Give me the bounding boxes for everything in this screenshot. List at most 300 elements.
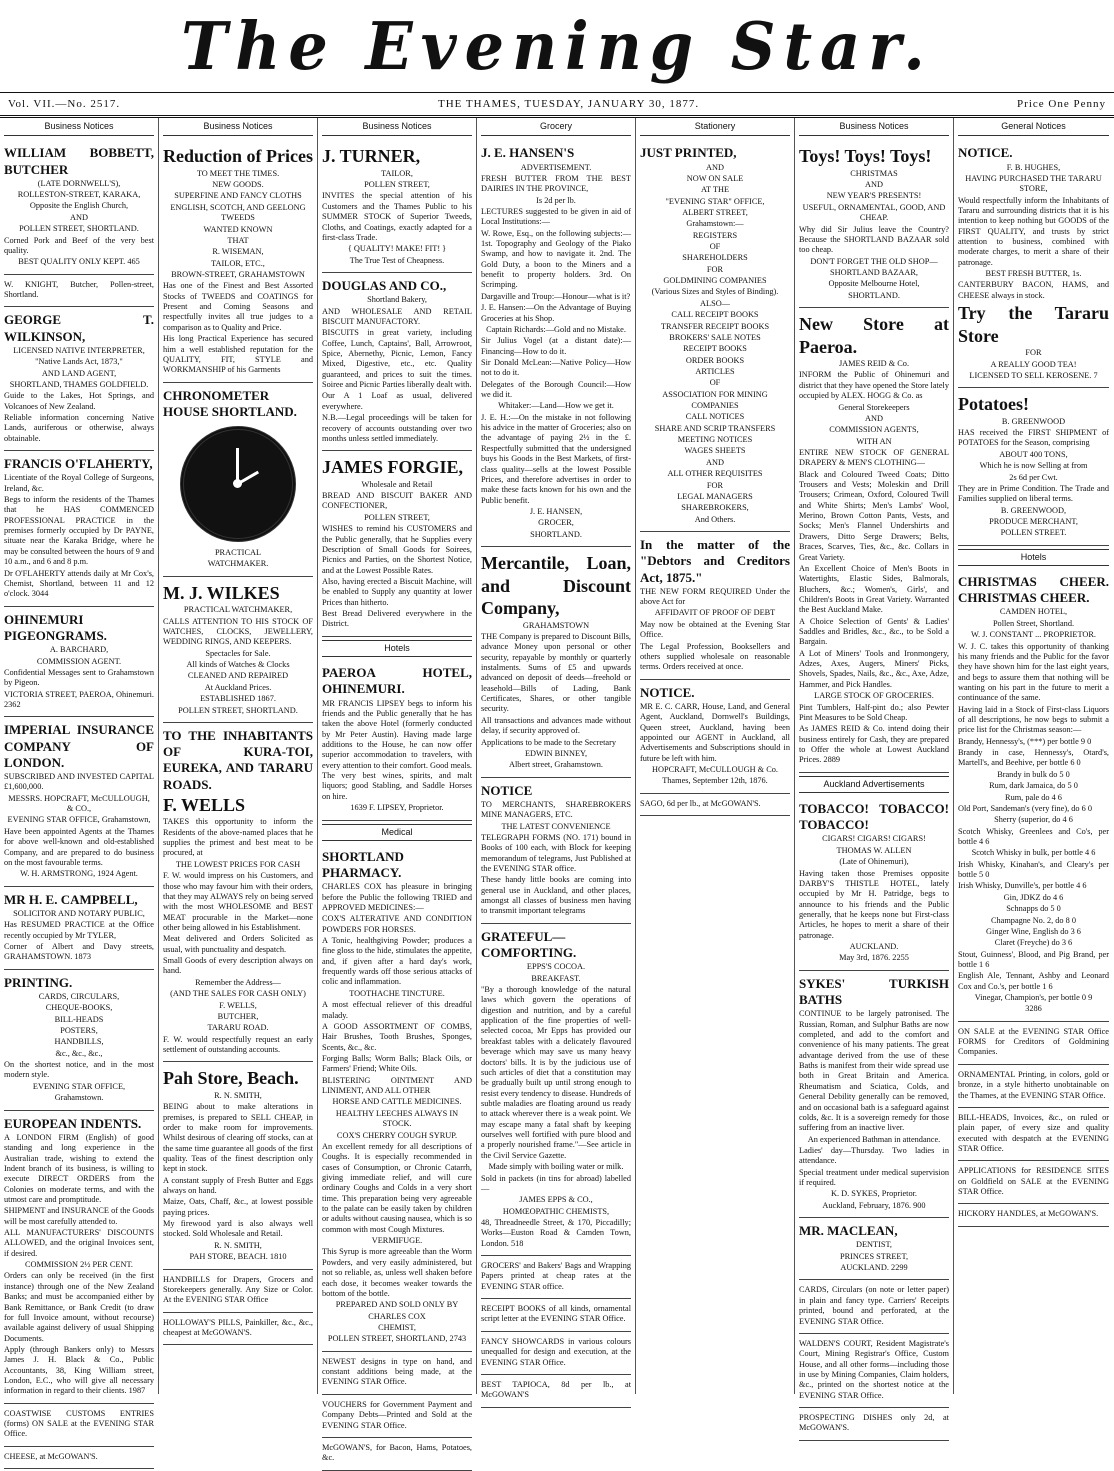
ad-text: Albert street, Grahamstown. — [508, 760, 603, 770]
column-heading: Business Notices — [163, 118, 313, 136]
newspaper-title: The Evening Star. — [181, 7, 933, 85]
ad-text: POLLEN STREET, SHORTLAND. — [19, 224, 139, 234]
ad-text: BEST QUALITY ONLY KEPT. 465 — [18, 257, 140, 267]
ad-text: General Storekeepers — [838, 402, 910, 412]
advertisement — [4, 970, 154, 1111]
ad-text: ASSOCIATION FOR MINING — [662, 389, 768, 399]
ad-text: PREPARED AND SOLD ONLY BY — [335, 1300, 459, 1310]
ad-title: NOTICE. — [958, 145, 1013, 161]
ad-text: R. N. SMITH, — [214, 1240, 262, 1250]
ad-title: ON SALE at the EVENING STAR Office FORMS for Creditors of Goldmining Companies. — [958, 1026, 1109, 1057]
advertisement — [4, 1404, 154, 1447]
ad-text: Try the Tararu Store — [958, 303, 1109, 346]
ad-text: SOLICITOR AND NOTARY PUBLIC, — [13, 908, 145, 918]
ad-title: NEWEST designs in type on hand, and constant additions being made, at the EVENING STAR Office. — [322, 1356, 472, 1387]
ad-text: ENGLISH, SCOTCH, AND GEELONG TWEEDS — [170, 202, 306, 223]
ad-text: COMMISSION AGENT. — [36, 656, 122, 666]
ad-text: BREAD AND BISCUIT BAKER AND CONFECTIONER, — [322, 491, 472, 511]
ad-title: In the matter of the "Debtors and Creditors Act, 1875." — [640, 537, 790, 585]
ad-text: Sold in packets (in tins for abroad) labelled— — [481, 1173, 631, 1193]
ad-text: VICTORIA STREET, PAEROA, Ohinemuri. 2362 — [4, 689, 154, 709]
ad-text: EDWIN BINNEY, — [524, 748, 588, 758]
advertisement — [163, 723, 313, 1062]
advertisement — [4, 451, 154, 607]
ad-text: PRINCES STREET, — [839, 1251, 909, 1261]
ad-text: THE Company is prepared to Discount Bills, advance Money upon personal or other security, repayable by monthly or quarterly instalments. Sums of £5 and upwards advanced on deposit of deeds—freehold or leasehold—Bills of Lading, Bank Certificates, Shares, or other tangible security. — [481, 631, 631, 714]
ad-text: ALSO— — [700, 298, 730, 308]
ad-title: CHRISTMAS CHEER. CHRISTMAS CHEER. — [958, 573, 1109, 606]
ad-text: INVITES the special attention of his Customers and the Thames Public to his SUMMER STOCK of Superior Tweeds, Cloths, and Coatings, exactly adapted for a first-class Trade. — [322, 191, 472, 242]
ad-text: R. WISEMAN, — [212, 247, 264, 257]
ad-text: AND — [706, 162, 724, 172]
ad-text: HEALTHY LEECHES ALWAYS IN STOCK. — [335, 1108, 459, 1129]
ad-text: Made simply with boiling water or milk. — [488, 1162, 624, 1172]
volume-number: Vol. VII.—No. 2517. — [8, 98, 121, 110]
ad-text: Has RESUMED PRACTICE at the Office recently occupied by Mr TYLER, — [4, 920, 154, 940]
ad-text: Ladies' day—Thursday. Two ladies in attendance. — [799, 1145, 949, 1166]
advertisement — [4, 275, 154, 308]
ad-text: An Excellent Choice of Men's Boots in Watertights, Elastic Sides, Balmorals, Bluchers, &c.; Women's, Girls', and Children's Boots in Great Variety. Warranted the Best Auckland Make. — [799, 563, 949, 615]
ad-text: Irish Whisky, Kinahan's, and Cleary's per bottle 5 0 — [958, 859, 1109, 880]
advertisement — [4, 1111, 154, 1404]
ad-text: Pollen Street, Shortland. — [992, 618, 1075, 628]
ad-text: WITH AN — [856, 436, 892, 446]
ad-text: Scotch Whisky, Greenlees and Co's, per bottle 4 6 — [958, 826, 1109, 846]
ad-text: SHORTLAND BAZAAR, — [829, 267, 918, 277]
ad-text: (Late of Ohinemuri), — [839, 857, 909, 867]
ad-text: This Syrup is more agreeable than the Worm Powders, and very easily administered, but not so reliable, as, unless well shaken before each dose, it becomes weaker towards the bottom of the bottle. — [322, 1247, 472, 1298]
ad-text: AND — [865, 180, 883, 190]
ad-text: ORDER BOOKS — [685, 355, 745, 365]
ad-text: TO MEET THE TIMES. — [196, 168, 280, 178]
ad-text: (AND THE SALES FOR CASH ONLY) — [170, 989, 306, 999]
advertisement — [958, 140, 1109, 388]
section-heading: Auckland Advertisements — [799, 776, 949, 793]
ad-text: COMPANIES — [691, 401, 739, 411]
advertisement — [322, 1352, 472, 1395]
column-heading: Business Notices — [799, 118, 949, 136]
ad-title: MR H. E. CAMPBELL, — [4, 891, 138, 907]
price: Price One Penny — [1017, 98, 1106, 110]
ad-title: MR. MACLEAN, — [799, 1223, 898, 1239]
ad-text: BROWN-STREET, GRAHAMSTOWN — [171, 269, 305, 279]
column-4 — [477, 118, 636, 1400]
ad-title: BILL-HEADS, Invoices, &c., on ruled or plain paper, of every size and quality executed with despatch at the EVENING STAR Office. — [958, 1112, 1109, 1153]
ad-text: Would respectfully inform the Inhabitants of Tararu and surrounding districts that it is his intention to keep nothing but GOODS of the FIRST QUALITY, and trusts by strict attention to business, combined with moderate charges, to merit a share of their patronage. — [958, 195, 1109, 267]
ad-text: 3286 — [1025, 1004, 1042, 1014]
ad-text: DENTIST, — [855, 1240, 893, 1250]
ad-text: DON'T FORGET THE OLD SHOP— — [810, 256, 938, 266]
ad-text: SHARE AND SCRIP TRANSFERS — [654, 423, 776, 433]
ad-text: MR FRANCIS LIPSEY begs to inform his friends and the Public generally that he has taken the above Hotel (formerly conducted by Mr Peter Austin). Having made large additions to the House, he can now offer superior accommodation to travelers, with every attention to their comfort. Good meals. The very best wines, spirits, and malt liquors; good Stabling, and Saddle Horses on hire. — [322, 698, 472, 801]
ad-text: J. E. HANSEN, — [529, 507, 583, 516]
advertisement — [322, 273, 472, 451]
ad-text: ESTABLISHED 1867. — [200, 694, 276, 704]
ad-text: F. W. would impress on his Customers, and those who may favour him with their orders, that they may ALWAYS rely on being served with the most WHOLESOME and BEST MEAT procurable in the Market—none other being allowed in his Establishment. — [163, 871, 313, 932]
advertisement — [481, 1332, 631, 1375]
ad-text: LARGE STOCK OF GROCERIES. — [814, 691, 934, 701]
ad-text: A constant supply of Fresh Butter and Eggs always on hand. — [163, 1175, 313, 1196]
ad-text: JAMES EPPS & CO., — [519, 1195, 593, 1205]
ad-text: COX'S ALTERATIVE AND CONDITION POWDERS FOR HORSES. — [322, 914, 472, 934]
ad-text: HAVING PURCHASED THE TARARU STORE, — [965, 173, 1102, 194]
ad-text: Remember the Address— — [195, 977, 281, 987]
ad-text: W. J. C. takes this opportunity of thanking his many friends and the Public for the favor they have shown him for the last eight years, and begs to assure them that nothing will be wanting on his part in the future to merit a continuance of the same. — [958, 641, 1109, 703]
ad-title: SHORTLAND PHARMACY. — [322, 848, 404, 880]
ad-text: WISHES to remind his CUSTOMERS and the Public generally, that he Supplies every Description of Small Goods for Soirees, Picnics and Parties, on the Shortest Notice, and at the Lowest Possible Rates. — [322, 524, 472, 575]
column-1 — [0, 118, 159, 1461]
ad-text: PRODUCE MERCHANT, — [989, 516, 1078, 526]
advertisement — [4, 1447, 154, 1469]
ad-text: Dargaville and Troup:—Honour—what is it? — [481, 291, 631, 301]
ad-text: ALBERT STREET, — [682, 207, 748, 217]
advertisement — [640, 794, 790, 816]
ad-title: WILLIAM BOBBETT, BUTCHER — [4, 145, 154, 177]
column-7 — [954, 118, 1113, 1394]
ad-title: SYKES' TURKISH BATHS — [799, 975, 949, 1008]
ad-text: SUPERFINE AND FANCY CLOTHS — [174, 191, 302, 201]
ad-text: SUBSCRIBED AND INVESTED CAPITAL £1,600,000. — [4, 772, 154, 792]
ad-text: TO MERCHANTS, SHAREBROKERS MINE MANAGERS, ETC. — [481, 799, 631, 820]
ad-text: J. E. Hansen:—On the Advantage of Buying Groceries at his Shop. — [481, 303, 631, 323]
advertisement — [163, 577, 313, 723]
ad-text: Dr O'FLAHERTY attends daily at Mr Cox's, Chemist, Shortland, between 11 and 12 o'clock. 3044 — [4, 568, 154, 599]
ad-text: Orders can only be received (in the first instance) through one of the New Zealand Banks; and must be accompanied either by Bank Remittance, or Bank Credit (to draw for full Invoice amount, without recourse) available against delivery of usual Shipping Documents. — [4, 1271, 154, 1343]
ad-text: BROKERS' SALE NOTES — [669, 332, 761, 342]
advertisement — [163, 1313, 313, 1346]
ad-text: CONTINUE to be largely patronised. The Russian, Roman, and Sulphur Baths are now completed, and add to the comfort and convenience of his many patients. The great advantage derived from the use of these Baths is manifest from their wide spread use both in Great Britain and America. Rheumatism and Sciatica, Colds, and General Debility generally can be removed, and on occasional bath is a safeguard against colds, &c. It is a sovereign remedy for those suffering from an inactive liver. — [799, 1009, 949, 1133]
ad-text: Having taken those Premises opposite DARBY'S THISTLE HOTEL, lately occupied by Mr H. Patridge, begs to announce to his friends and the Public generally, that he keeps none but First-class Articles, he hopes to merit a share of their patronage. — [799, 868, 949, 940]
advertisement — [958, 569, 1109, 1022]
ad-text: HANDBILLS, — [54, 1037, 104, 1047]
advertisement — [322, 140, 472, 273]
ad-title: BEST TAPIOCA, 8d per lb., at McGOWAN'S — [481, 1379, 631, 1400]
advertisement — [640, 140, 790, 532]
ad-text: Has one of the Finest and Best Assorted Stocks of TWEEDS and COATINGS for Present and Coming Seasons and respectfully invites all true judges to a comparison as to Quality and Price. — [163, 281, 313, 332]
ad-text: Opposite Melbourne Hotel, — [828, 279, 920, 289]
ad-text: AND LAND AGENT, — [41, 368, 117, 378]
ad-text: POLLEN STREET, — [364, 180, 430, 190]
ad-text: Black and Coloured Tweed Coats; Ditto Trousers and Vests; Moleskin and Drill Trousers; Crimean, Oxford, Coloured Twill and White Shirts; Men's Lambs' Wool, Merino, Brown Cotton Pants, Vests, and Socks; Men's Flannel Undershirts and Drawers, Ditto Serge Drawers; Belts, Braces, Scarves, Ties, &c., &c. Collars in Great Variety. — [799, 469, 949, 562]
ad-text: POLLEN STREET. — [1000, 528, 1067, 538]
ad-text: FOR — [706, 480, 724, 490]
ad-text: On the shortest notice, and in the most modern style. — [4, 1060, 154, 1080]
ad-text: ARTICLES — [695, 366, 735, 376]
ad-text: J. E. H.:—On the mistake in not following his advice in the matter of Groceries; also on the advantage of paying 2½ in the £. Respectfully submitted that the undersigned buys his Goods in the Best Markets, of first-class quality—sells at the lowest Possible Prices, and therefore advertises in order to make these facts known for his own and the Public benefit. — [481, 412, 631, 505]
ad-title: IMPERIAL INSURANCE COMPANY OF LONDON. — [4, 722, 154, 770]
ad-text: Sherry (superior, do 4 6 — [994, 815, 1073, 825]
ad-title: HANDBILLS for Drapers, Grocers and Storekeepers generally. Any Size or Color. At the EVENING STAR Office — [163, 1274, 313, 1305]
ad-title: CARDS, Circulars (on note or letter paper) in plain and fancy type. Carriers' Receipts printed, bound and perforated, at the EVENING STAR Office. — [799, 1285, 949, 1326]
ad-text: THE NEW FORM REQUIRED Under the above Act for — [640, 586, 790, 607]
ad-title: NOTICE. — [640, 684, 695, 700]
ad-text: Grahamstown:— — [686, 219, 744, 229]
advertisement — [640, 680, 790, 794]
ad-text: B. GREENWOOD — [1001, 416, 1066, 426]
ad-text: A Choice Selection of Gents' & Ladies' Saddles and Bridles, &c., &c., to be Sold a Bargain. — [799, 616, 949, 647]
ad-text: My firewood yard is also always well stocked. Sold Wholesale and Retail. — [163, 1219, 313, 1239]
ad-text: (Various Sizes and Styles of Binding). — [651, 287, 779, 297]
ad-text: Brandy in case, Hennessy's, Otard's, Martell's, and Beehive, per bottle 6 0 — [958, 748, 1109, 768]
ad-text: LECTURES suggested to be given in aid of Local Institutions:— — [481, 206, 631, 227]
ad-text: LICENSED NATIVE INTERPRETER, — [13, 345, 145, 355]
ad-text: Brandy, Hennessy's, (***) per bottle 9 0 — [958, 736, 1092, 746]
ad-text: CHEQUE-BOOKS, — [45, 1003, 113, 1013]
ad-text: Scotch Whisky in bulk, per bottle 4 6 — [971, 848, 1096, 858]
ad-title: APPLICATIONS for RESIDENCE SITES on Goldfield on SALE at the EVENING STAR Office. — [958, 1166, 1109, 1197]
ad-text: As JAMES REID & Co. intend doing their business entirely for Cash, they are prepared to Offer the whole at Lowest Auckland Prices. 2889 — [799, 724, 949, 765]
ad-text: All kinds of Watches & Clocks — [186, 660, 290, 670]
ad-text: CLEANED AND REPAIRED — [187, 671, 289, 681]
ad-title: W. KNIGHT, Butcher, Pollen-street, Shortland. — [4, 279, 154, 299]
advertisement — [799, 1280, 949, 1333]
ad-title: EUROPEAN INDENTS. — [4, 1115, 142, 1131]
ad-text: TAILOR, — [381, 168, 413, 178]
advertisement — [163, 383, 313, 577]
dateline — [0, 93, 1114, 118]
ad-text: Schnapps do 5 0 — [1006, 904, 1061, 914]
ad-title: ORNAMENTAL Printing, in colors, gold or bronze, in a style hitherto unobtainable on the Thames, at the EVENING STAR Office. — [958, 1069, 1109, 1100]
ad-text: A most effectual reliever of this dreadful malady. — [322, 1000, 472, 1020]
ad-title: JUST PRINTED, — [640, 145, 737, 161]
ad-text: EPPS'S COCOA. — [526, 962, 586, 972]
ad-text: POLLEN STREET, SHORTLAND, 2743 — [327, 1334, 467, 1344]
ad-text: NEW YEAR'S PRESENTS! — [826, 191, 922, 201]
ad-text: Why did Sir Julius leave the Country? Because the SHORTLAND BAZAAR sold too cheap. — [799, 224, 949, 255]
section-heading: Hotels — [322, 640, 472, 657]
ad-text: And Others. — [694, 514, 736, 524]
advertisement — [958, 1108, 1109, 1161]
ad-title: WALDEN'S COURT, Resident Magistrate's Court, Mining Registrar's Office, Custom House, and all other forms—including those in use by Mining Companies, Claim holders, &c., printed on the shortest notice at the EVENING STAR Office. — [799, 1338, 949, 1400]
ad-title: Toys! Toys! Toys! — [799, 146, 932, 167]
ad-text: Old Port, Sandeman's (very fine), do 6 0 — [958, 803, 1092, 813]
ad-text: THAT — [227, 235, 249, 245]
ad-text: INFORM the Public of Ohinemuri and district that they have opened the Store lately occupied by ALEX. HOGG & Co. as — [799, 370, 949, 401]
advertisement — [640, 532, 790, 680]
ad-text: AUCKLAND. — [849, 942, 899, 952]
ad-text: ADVERTISEMENT. — [520, 162, 592, 172]
ad-text: (LATE DORNWELL'S), — [37, 178, 121, 188]
ad-title: McGOWAN'S, for Bacon, Hams, Potatoes, &c. — [322, 1442, 472, 1463]
clock-icon — [180, 426, 296, 542]
ad-text: They are in Prime Condition. The Trade and Families supplied on liberal terms. — [958, 483, 1109, 504]
ad-text: BISCUITS in great variety, including Coffee, Lunch, Captains', Ball, Arrowroot, Spice, Abernethy, Picnic, Lemon, Fancy Mixed, Digestive, etc., etc. Quality guaranteed, and prices to suit the times. Soiree and Picnic Parties liberally dealt with. — [322, 328, 472, 390]
ad-title: Reduction of Prices — [163, 146, 313, 167]
ad-text: LEGAL MANAGERS — [677, 491, 753, 501]
ad-text: TARARU ROAD. — [207, 1023, 269, 1033]
advertisement — [958, 1161, 1109, 1204]
ad-text: BREAKFAST. — [531, 973, 581, 983]
ad-text: TAILOR, ETC., — [211, 258, 265, 268]
ad-title: GROCERS' and Bakers' Bags and Wrapping Papers printed at cheap rates at the EVENING STAR office. — [481, 1261, 631, 1291]
ad-text: ALL OTHER REQUISITES — [667, 469, 763, 479]
ad-title: HOLLOWAY'S PILLS, Painkiller, &c., &c., cheapest at McGOWAN'S. — [163, 1317, 313, 1337]
ad-text: Best Bread Delivered everywhere in the District. — [322, 609, 472, 629]
ad-text: W. Rowe, Esq., on the following subjects:—1st. Topography and Geology of the Piako Swamp, and how to navigate it. 2nd. The Gold Duty, a boon to the Miners and a benefit to property holders. 3rd. On Scrimping. — [481, 228, 631, 290]
ad-text: NEW GOODS. — [212, 180, 264, 190]
ad-text: Pint Tumblers, Half-pint do.; also Pewter Pint Measures to be Sold Cheap. — [799, 702, 949, 722]
ad-text: WANTED KNOWN — [203, 224, 273, 234]
ad-text: POLLEN STREET, — [364, 512, 430, 522]
ad-text: A REALLY GOOD TEA! — [990, 359, 1077, 369]
advertisement — [799, 1408, 949, 1441]
ad-text: N.B.—Legal proceedings will be taken for recovery of accounts outstanding over two months unless settled immediately. — [322, 413, 472, 443]
ad-text: Irish Whisky, Dunville's, per bottle 4 6 — [958, 881, 1087, 891]
ad-text: EVENING STAR OFFICE, Grahamstown, — [7, 815, 151, 825]
column-3 — [318, 118, 477, 1463]
ad-text: CANTERBURY BACON, HAMS, and CHEESE always in stock. — [958, 280, 1109, 300]
ad-text: HOMŒOPATHIC CHEMISTS, — [502, 1206, 610, 1216]
ad-text: A LONDON FIRM (English) of good standing and long experience in the Australian trade, wishing to extend the Indent branch of its business, is willing to execute DIRECT ORDERS from the Colonies on moderate terms, and with the utmost care and promptitude. — [4, 1132, 154, 1204]
ad-title: NOTICE — [481, 782, 533, 798]
advertisement — [4, 307, 154, 451]
ad-text: A Tonic, healthgiving Powder; produces a fine gloss to the hide, stimulates the appetite, and, if given after a hard day's work, frequently wards off those serious attacks of colic and inflammation. — [322, 936, 472, 987]
ad-title: FRANCIS O'FLAHERTY, — [4, 456, 153, 472]
ad-text: HOPCRAFT, McCULLOUGH & Co. — [652, 765, 778, 775]
ad-text: Guide to the Lakes, Hot Springs, and Volcanoes of New Zealand. — [4, 391, 154, 411]
ad-text: Vinegar, Champion's, per bottle 0 9 — [974, 993, 1093, 1003]
advertisement — [481, 547, 631, 778]
ad-text: Gin, JDKZ do 4 6 — [1003, 892, 1064, 902]
ad-text: Reliable information concerning Native Lands, auriferous or otherwise, always obtainable. — [4, 413, 154, 443]
ad-text: USEFUL, ORNAMENTAL, GOOD, AND CHEAP. — [802, 202, 946, 223]
advertisement — [481, 1256, 631, 1299]
section-heading: Medical — [322, 824, 472, 841]
ad-text: Have been appointed Agents at the Thames for above well-known and old-established Company, and are prepared to do business on the most favourable terms. — [4, 826, 154, 867]
ad-text: ABOUT 400 TONS, — [999, 449, 1068, 459]
advertisement — [322, 451, 472, 637]
ad-text: An experienced Bathman in attendance. — [807, 1134, 941, 1144]
column-heading: Grocery — [481, 118, 631, 136]
ad-title: Mercantile, Loan, and Discount Company, — [481, 553, 631, 619]
ad-text: MEETING NOTICES — [677, 435, 753, 445]
ad-text: VERMIFUGE. — [371, 1236, 423, 1246]
ad-text: Licentiate of the Royal College of Surgeons, Ireland, &c. — [4, 473, 154, 493]
ad-title: GRATEFUL—COMFORTING. — [481, 928, 577, 961]
ad-text: BILL-HEADS — [54, 1014, 104, 1024]
ad-text: Our A 1 Loaf as usual, delivered everywhere. — [322, 391, 472, 411]
ad-text: AT THE — [700, 185, 730, 195]
advertisement — [958, 388, 1109, 545]
ad-text: Rum, pale do 4 6 — [1005, 792, 1062, 802]
ad-text: HAS received the FIRST SHIPMENT of POTATOES for the Season, comprising — [958, 428, 1109, 448]
ad-text: F. W. would respectfully request an early settlement of outstanding accounts. — [163, 1034, 313, 1054]
ad-text: CAMDEN HOTEL, — [999, 607, 1068, 617]
ad-text: TOOTHACHE TINCTURE. — [349, 988, 445, 998]
ad-text: Sir Julius Vogel (at a distant date):—Financing—How to do it. — [481, 336, 631, 356]
ad-text: BEING about to make alterations in premises, is prepared to SELL CHEAP, in order to make room for improvements. Whilst desirous of clearing off stocks, can at the same time guarantee all goods of the first quality. Teas of the finest description only kept in stock. — [163, 1102, 313, 1174]
ad-text: F. B. HUGHES, — [1006, 162, 1061, 172]
ad-text: Forging Balls; Worm Balls; Black Oils, or Farmers' Friend; White Oils. — [322, 1054, 472, 1074]
ad-text: CIGARS! CIGARS! CIGARS! — [822, 834, 926, 844]
ad-text: Auckland, February, 1876. 900 — [822, 1200, 926, 1210]
ad-text: CHARLES COX — [368, 1311, 426, 1321]
ad-text: FOR — [706, 264, 724, 274]
ad-text: His long Practical Experience has secured him a well established reputation for the QUALITY, FIT, STYLE and WORKMANSHIP of his Garments — [163, 334, 313, 375]
ad-text: CHEMIST, — [378, 1322, 416, 1332]
ad-text: NOW ON SALE — [686, 173, 744, 183]
ad-text: SHAREBROKERS, — [681, 503, 749, 513]
advertisement — [322, 1438, 472, 1471]
ad-text: Shortland Bakery, — [367, 295, 427, 305]
advertisement — [481, 140, 631, 547]
ad-text: FOR — [1025, 348, 1042, 358]
ad-text: POSTERS, — [60, 1026, 98, 1036]
ad-text: SHORTLAND. — [530, 529, 582, 539]
ad-text: An excellent remedy for all descriptions of Coughs. It is especially recommended in cases of Consumption, or Chronic Catarrh, giving immediate relief, and will cure ordinary Coughs and Colds in a very short time. This preparation being very agreeable to the palate can be easily taken by children or adults without causing nausea, which is so common with most Cough Mixtures. — [322, 1141, 472, 1234]
ad-text: ENTIRE NEW STOCK OF GENERAL DRAPERY & MEN'S CLOTHING— — [799, 447, 949, 468]
ad-text: COX'S CHERRY COUGH SYRUP. — [336, 1130, 458, 1140]
advertisement — [481, 1375, 631, 1408]
ad-text: A Lot of Miners' Tools and Ironmongery, Adzes, Axes, Augers, Miners' Picks, Shovels, Spades, Nails, &c., &c., Axe, Adze, Hammer, and Pick Handles. — [799, 648, 949, 689]
ad-text: 2s 6d per Cwt. — [1009, 472, 1058, 482]
advertisement — [799, 1218, 949, 1280]
ad-text: K. D. SYKES, Proprietor. — [831, 1189, 917, 1199]
ad-text: ROLLESTON-STREET, KARAKA, — [17, 190, 141, 200]
ad-text: "By a thorough knowledge of the natural laws which govern the operations of digestion and nutrition, and by a careful application of the fine properties of well-selected cocoa, Mr Epps has provided our breakfast tables with a delicately flavoured beverage which may save us many heavy doctors' bills. It is by the judicious use of such articles of diet that a constitution may be gradually built up until strong enough to resist every tendency to disease. Hundreds of subtle maladies are floating around us ready to attack wherever there is a weak point. We may escape many a fatal shaft by keeping ourselves well fortified with pure blood and a properly nourished frame."—See article in the Civil Service Gazette. — [481, 985, 631, 1160]
ad-text: Having laid in a Stock of First-class Liquors of all descriptions, he now begs to submit a price list for the Christmas season:— — [958, 704, 1109, 735]
ad-text: Sir Donald McLean:—Native Policy—How not to do it. — [481, 357, 631, 378]
ad-title: COASTWISE CUSTOMS ENTRIES (forms) ON SALE at the EVENING STAR Office. — [4, 1408, 154, 1439]
masthead — [0, 0, 1114, 93]
ad-title: Pah Store, Beach. — [163, 1068, 299, 1089]
column-2 — [159, 118, 318, 1394]
ad-text: REGISTERS — [692, 230, 738, 240]
ad-text: F. WELLS — [163, 794, 246, 815]
advertisement — [481, 778, 631, 924]
ad-text: Delegates of the Borough Council:—How we did it. — [481, 379, 631, 400]
ad-title: PROSPECTING DISHES only 2d, at McGOWAN'S. — [799, 1413, 949, 1433]
ad-text: Thames, September 12th, 1876. — [662, 776, 768, 786]
ad-text: CHRISTMAS — [850, 168, 898, 178]
ad-text: Special treatment under medical supervision if required. — [799, 1167, 949, 1188]
ad-text: POLLEN STREET, SHORTLAND. — [178, 705, 298, 715]
advertisement — [958, 1065, 1109, 1108]
ad-text: JAMES REID & Co. — [838, 359, 910, 369]
ad-text: These handy little books are coming into general use in Auckland, and other places, amongst all classes of business men having to transmit important telegrams — [481, 875, 631, 916]
ad-text: AFFIDAVIT OF PROOF OF DEBT — [654, 608, 776, 618]
ad-title: RECEIPT BOOKS of all kinds, ornamental script letter at the EVENING STAR Office. — [481, 1304, 631, 1324]
ad-text: The True Test of Cheapness. — [349, 255, 445, 265]
ad-text: Meat delivered and Orders Solicited as usual, with punctuality and despatch. — [163, 934, 313, 954]
ad-text: Grahamstown. — [54, 1093, 104, 1103]
ad-text: Brandy in bulk do 5 0 — [997, 769, 1070, 779]
ad-text: SHORTLAND, THAMES GOLDFIELD. — [9, 379, 149, 389]
advertisement — [4, 717, 154, 886]
ad-text: "EVENING STAR" OFFICE, — [665, 196, 765, 206]
ad-text: Ginger Wine, English do 3 6 — [986, 926, 1081, 936]
ad-text: B. GREENWOOD, — [1000, 505, 1067, 515]
ad-text: FRESH BUTTER FROM THE BEST DAIRIES IN THE PROVINCE, — [481, 173, 631, 194]
ad-text: TELEGRAPH FORMS (NO. 171) bound in Books of 100 each, with Block for keeping memorandum of telegrams, Just Published at the EVENING STAR office. — [481, 832, 631, 874]
ad-text: AND WHOLESALE AND RETAIL BISCUIT MANUFACTORY. — [322, 306, 472, 326]
ad-text: W. J. CONSTANT ... PROPRIETOR. — [970, 630, 1097, 640]
ad-title: Potatoes! — [958, 394, 1029, 415]
ad-text: 1639 F. LIPSEY, Proprietor. — [350, 803, 444, 813]
ad-text: CALL NOTICES — [685, 412, 745, 422]
ad-text: ALL MANUFACTURERS' DISCOUNTS ALLOWED, and the original Invoices sent, if desired. — [4, 1228, 154, 1258]
ad-title: CHRONOMETER HOUSE SHORTLAND. — [163, 387, 297, 419]
ad-text: Small Goods of every description always on hand. — [163, 956, 313, 976]
ad-text: May 3rd, 1876. 2255 — [839, 953, 909, 963]
ad-text: PRACTICAL — [214, 548, 262, 558]
ad-text: English Ale, Tennant, Ashby and Leonard Cox and Co.'s, per bottle 1 6 — [958, 971, 1109, 991]
advertisement — [322, 660, 472, 820]
ad-text: SHIPMENT and INSURANCE of the Goods will be most carefully attended to. — [4, 1206, 154, 1226]
advertisement — [799, 796, 949, 971]
advertisement — [322, 1395, 472, 1438]
ad-text: Wholesale and Retail — [361, 479, 433, 489]
